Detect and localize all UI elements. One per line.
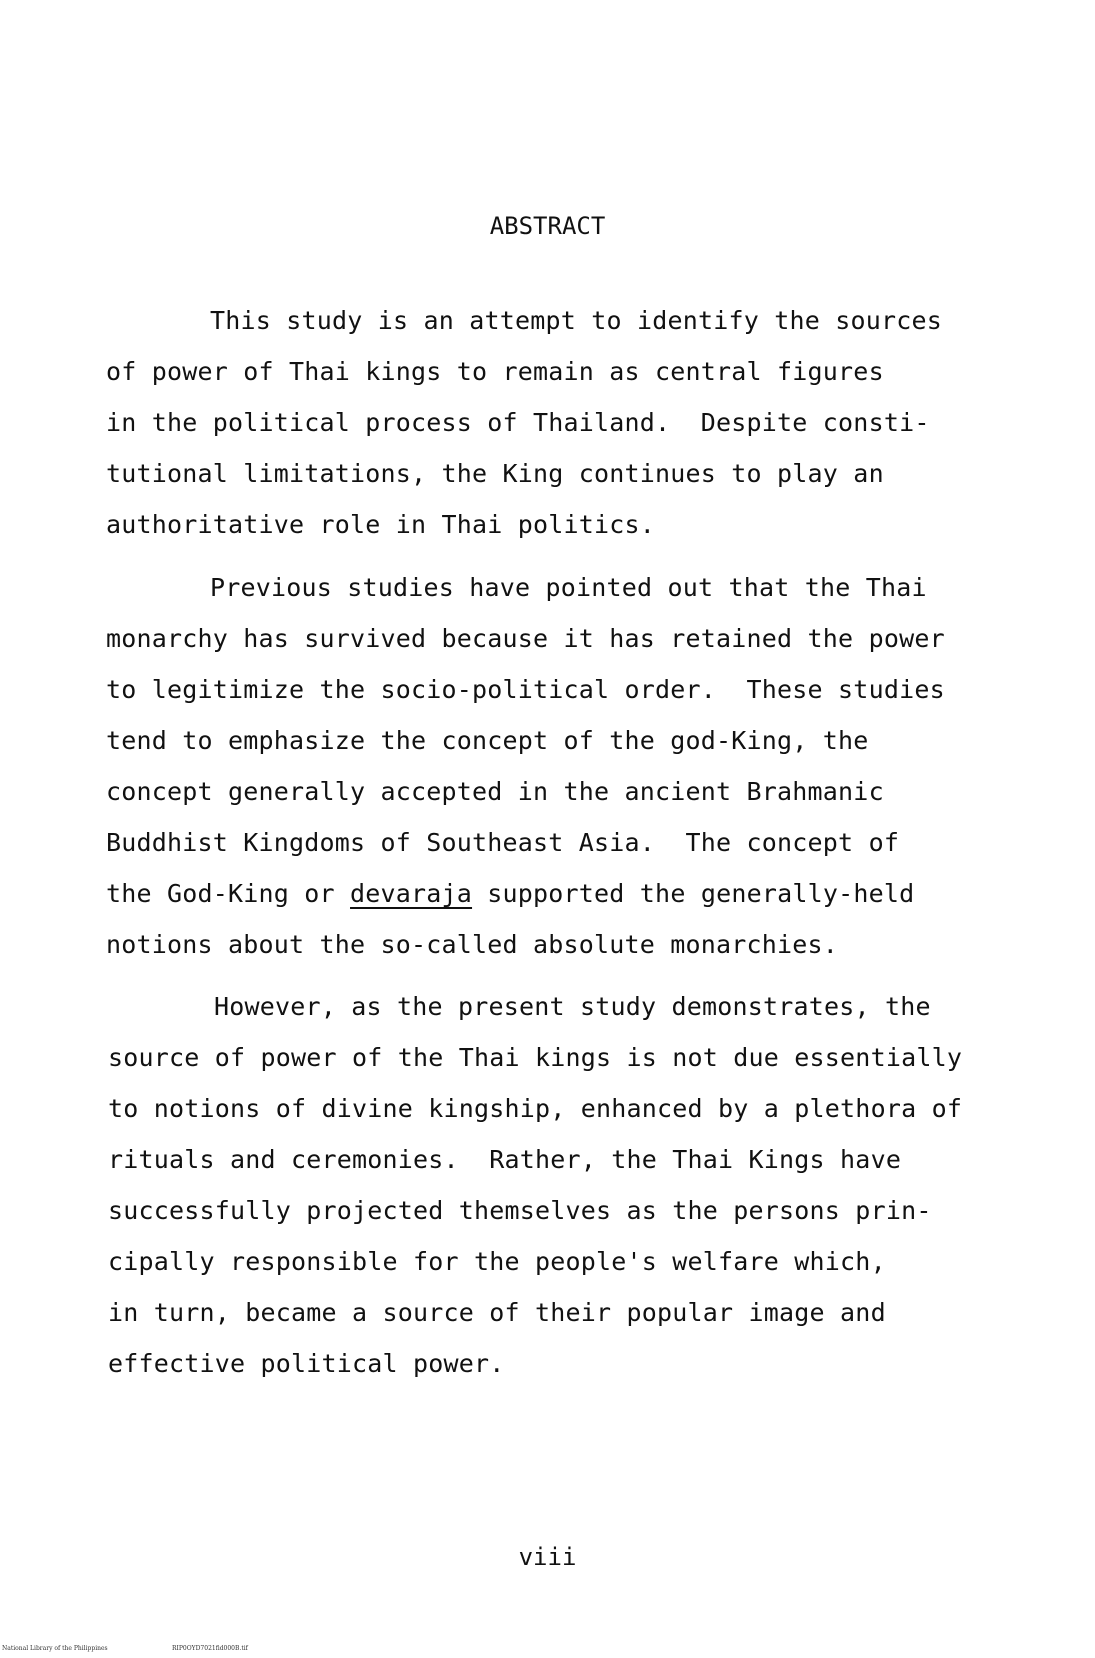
- paragraph-2-line-8: notions about the so-called absolute monarchies.: [106, 930, 839, 959]
- paragraph-3-line-3: to notions of divine kingship, enhanced by a plethora of: [108, 1094, 963, 1123]
- paragraph-3-line-2: source of power of the Thai kings is not due essentially: [108, 1043, 963, 1072]
- paragraph-1-line-4: tutional limitations, the King continues to play an: [106, 459, 884, 488]
- paragraph-3-line-4: rituals and ceremonies. Rather, the Thai Kings have: [108, 1145, 902, 1174]
- abstract-heading: ABSTRACT: [489, 212, 606, 240]
- paragraph-2-line-5: concept generally accepted in the ancient Brahmanic: [106, 777, 884, 806]
- page-number: viii: [518, 1543, 577, 1571]
- paragraph-3-line-1: However, as the present study demonstrates, the: [214, 992, 931, 1021]
- paragraph-3-line-5: successfully projected themselves as the persons prin-: [108, 1196, 932, 1225]
- devaraja-term: devaraja: [350, 879, 473, 908]
- paragraph-1-line-3: in the political process of Thailand. Despite consti-: [106, 408, 930, 437]
- line-text-after-term: supported the generally-held: [472, 879, 915, 908]
- paragraph-3-line-8: effective political power.: [108, 1349, 505, 1378]
- paragraph-1-line-5: authoritative role in Thai politics.: [106, 510, 656, 539]
- paragraph-2-line-1: Previous studies have pointed out that the Thai: [210, 573, 927, 602]
- paragraph-2-line-3: to legitimize the socio-political order. These studies: [106, 675, 945, 704]
- paragraph-3-line-6: cipally responsible for the people's welfare which,: [108, 1247, 886, 1276]
- footer-library-name: National Library of the Philippines: [2, 1645, 108, 1652]
- paragraph-2-line-7: [106, 879, 914, 909]
- paragraph-2-line-4: tend to emphasize the concept of the god-King, the: [106, 726, 869, 755]
- footer-file-name: RIP0OYD7021fid000B.tif: [172, 1645, 248, 1652]
- line-text-before-term: the God-King or: [106, 879, 351, 908]
- paragraph-1-line-1: This study is an attempt to identify the sources: [210, 306, 943, 335]
- paragraph-1-line-2: of power of Thai kings to remain as central figures: [106, 357, 884, 386]
- paragraph-3-line-7: in turn, became a source of their popular image and: [108, 1298, 886, 1327]
- paragraph-2-line-6: Buddhist Kingdoms of Southeast Asia. The concept of: [106, 828, 900, 857]
- paragraph-2-line-2: monarchy has survived because it has retained the power: [106, 624, 945, 653]
